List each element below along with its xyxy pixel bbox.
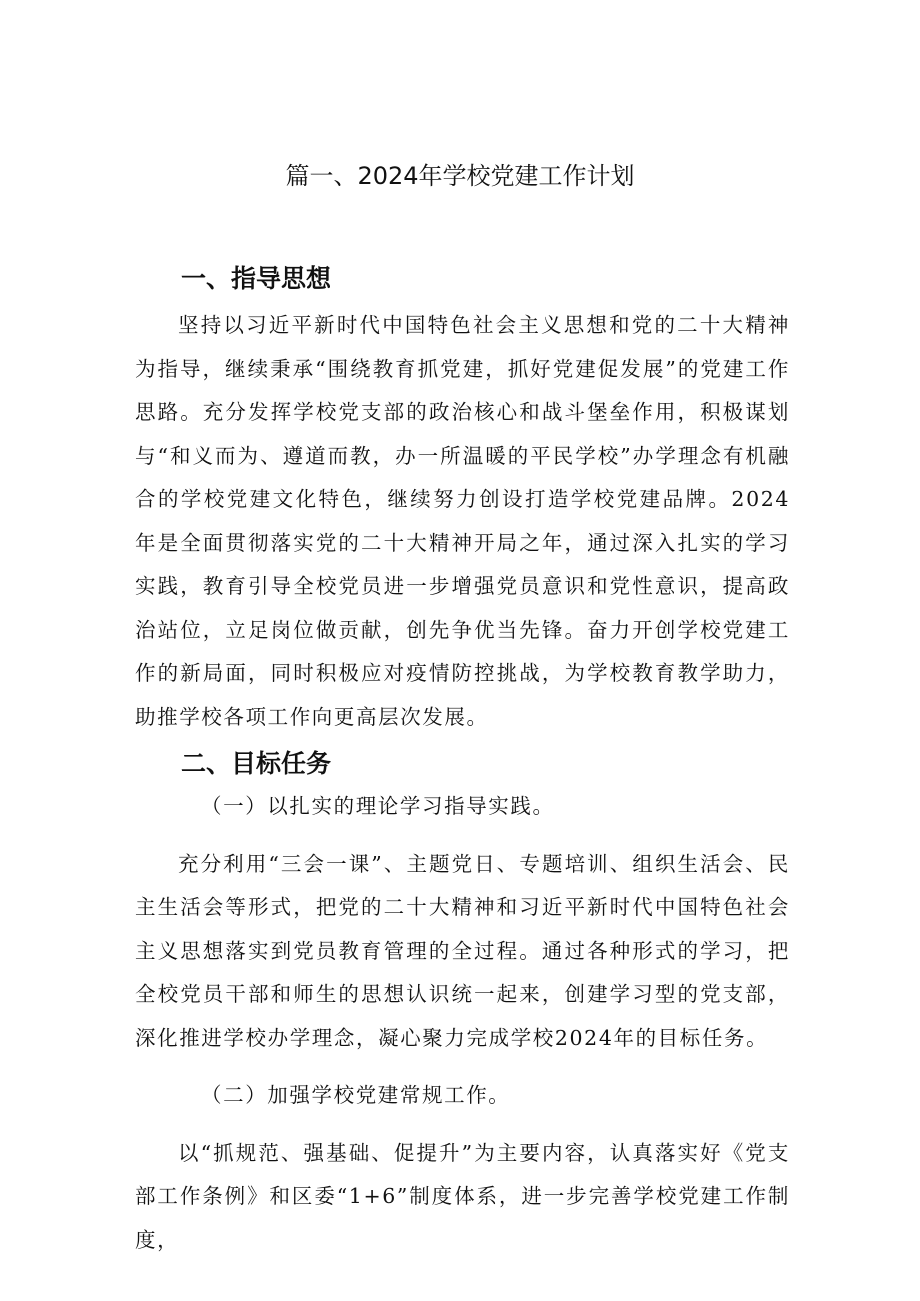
paragraph-theory-study: 充分利用“三会一课”、主题党日、专题培训、组织生活会、民主生活会等形式，把党的二十大精神和习近平新时代中国特色社会主义思想落实到党员教育管理的全过程。通过各种形式的学习，把全校党员干部和师生的思想认识统一起来，创建学习型的党支部，深化推进学校办学理念，凝心聚力完成学校2024年的目标任务。 <box>135 851 790 1050</box>
document-body <box>135 258 790 1262</box>
document-title: 篇一、2024年学校党建工作计划 <box>285 162 635 190</box>
section-heading-guiding-ideology: 一、指导思想 <box>181 264 332 293</box>
paragraph-guiding-ideology: 坚持以习近平新时代中国特色社会主义思想和党的二十大精神为指导，继续秉承“围绕教育抓党建，抓好党建促发展”的党建工作思路。充分发挥学校党支部的政治核心和战斗堡垒作用，积极谋划与“和义而为、遵道而教，办一所温暖的平民学校”办学理念有机融合的学校党建文化特色，继续努力创设打造学校党建品牌。2024年是全面贯彻落实党的二十大精神开局之年，通过深入扎实的学习实践，教育引导全校党员进一步增强党员意识和党性意识，提高政治站位，立足岗位做贡献，创先争优当先锋。奋力开创学校党建工作的新局面，同时积极应对疫情防控挑战，为学校教育教学助力，助推学校各项工作向更高层次发展。 <box>135 313 790 729</box>
section-heading-goals-tasks: 二、目标任务 <box>181 749 332 778</box>
paragraph-party-routine-work: 以“抓规范、强基础、促提升”为主要内容，认真落实好《党支部工作条例》和区委“1+6”制度体系，进一步完善学校党建工作制度， <box>135 1140 790 1252</box>
subheading-party-routine-work: （二）加强学校党建常规工作。 <box>201 1083 511 1107</box>
subheading-theory-study: （一）以扎实的理论学习指导实践。 <box>201 794 555 818</box>
